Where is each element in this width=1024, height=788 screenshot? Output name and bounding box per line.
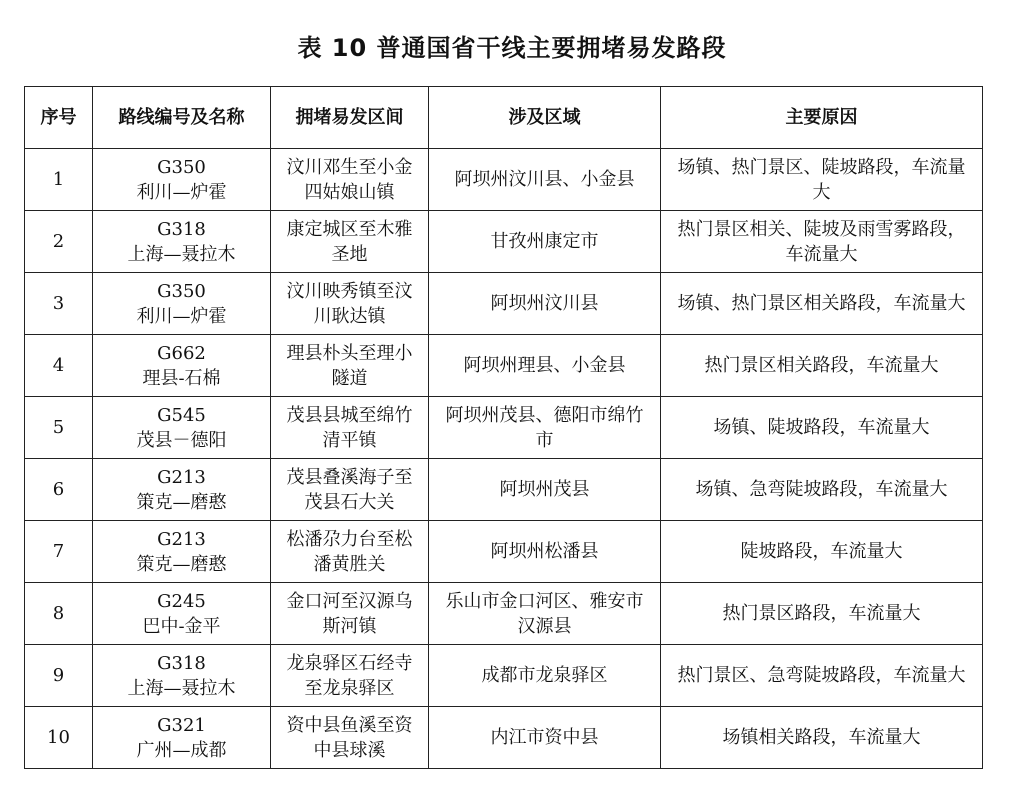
section-cell: 康定城区至木雅圣地 bbox=[271, 211, 429, 273]
reason-cell: 陡坡路段，车流量大 bbox=[661, 521, 983, 583]
reason-cell: 热门景区、急弯陡坡路段，车流量大 bbox=[661, 645, 983, 707]
route-cell bbox=[93, 149, 271, 211]
route-cell bbox=[93, 707, 271, 769]
route-name: 上海—聂拉木 bbox=[127, 243, 236, 265]
area-cell: 阿坝州茂县 bbox=[429, 459, 661, 521]
route-cell bbox=[93, 335, 271, 397]
route-cell bbox=[93, 521, 271, 583]
section-cell: 龙泉驿区石经寺至龙泉驿区 bbox=[271, 645, 429, 707]
route-cell bbox=[93, 211, 271, 273]
area-cell: 阿坝州茂县、德阳市绵竹市 bbox=[429, 397, 661, 459]
route-code: G318 bbox=[157, 652, 206, 674]
table-row bbox=[25, 335, 983, 397]
reason-cell: 热门景区路段，车流量大 bbox=[661, 583, 983, 645]
route-name: 巴中-金平 bbox=[142, 615, 221, 637]
section-cell: 理县朴头至理小隧道 bbox=[271, 335, 429, 397]
reason-cell: 热门景区相关路段，车流量大 bbox=[661, 335, 983, 397]
table-row bbox=[25, 459, 983, 521]
area-cell: 甘孜州康定市 bbox=[429, 211, 661, 273]
header-section: 拥堵易发区间 bbox=[271, 87, 429, 149]
area-cell: 阿坝州理县、小金县 bbox=[429, 335, 661, 397]
section-cell: 茂县叠溪海子至茂县石大关 bbox=[271, 459, 429, 521]
route-name: 上海—聂拉木 bbox=[127, 677, 236, 699]
route-code: G213 bbox=[157, 528, 206, 550]
congestion-table bbox=[24, 86, 983, 769]
reason-cell: 热门景区相关、陡坡及雨雪雾路段，车流量大 bbox=[661, 211, 983, 273]
route-name: 广州—成都 bbox=[136, 739, 227, 761]
route-name: 利川—炉霍 bbox=[136, 305, 227, 327]
header-no: 序号 bbox=[25, 87, 93, 149]
header-route: 路线编号及名称 bbox=[93, 87, 271, 149]
reason-cell: 场镇、热门景区相关路段，车流量大 bbox=[661, 273, 983, 335]
route-cell bbox=[93, 397, 271, 459]
row-number: 1 bbox=[25, 149, 93, 211]
table-row bbox=[25, 149, 983, 211]
route-name: 茂县－德阳 bbox=[136, 429, 227, 451]
section-cell: 松潘尕力台至松潘黄胜关 bbox=[271, 521, 429, 583]
route-code: G245 bbox=[157, 590, 206, 612]
reason-cell: 场镇、热门景区、陡坡路段，车流量大 bbox=[661, 149, 983, 211]
route-code: G318 bbox=[157, 218, 206, 240]
row-number: 5 bbox=[25, 397, 93, 459]
route-cell bbox=[93, 273, 271, 335]
table-row bbox=[25, 211, 983, 273]
table-row bbox=[25, 521, 983, 583]
route-code: G545 bbox=[157, 404, 206, 426]
table-row bbox=[25, 583, 983, 645]
route-cell bbox=[93, 459, 271, 521]
section-cell: 茂县县城至绵竹清平镇 bbox=[271, 397, 429, 459]
area-cell: 乐山市金口河区、雅安市汉源县 bbox=[429, 583, 661, 645]
row-number: 3 bbox=[25, 273, 93, 335]
row-number: 6 bbox=[25, 459, 93, 521]
table-row bbox=[25, 645, 983, 707]
route-cell bbox=[93, 583, 271, 645]
route-code: G213 bbox=[157, 466, 206, 488]
header-row bbox=[25, 87, 983, 149]
table-row bbox=[25, 273, 983, 335]
route-name: 策克—磨憨 bbox=[136, 553, 227, 575]
reason-cell: 场镇相关路段，车流量大 bbox=[661, 707, 983, 769]
area-cell: 成都市龙泉驿区 bbox=[429, 645, 661, 707]
section-cell: 汶川映秀镇至汶川耿达镇 bbox=[271, 273, 429, 335]
area-cell: 阿坝州汶川县 bbox=[429, 273, 661, 335]
section-cell: 金口河至汉源乌斯河镇 bbox=[271, 583, 429, 645]
reason-cell: 场镇、陡坡路段，车流量大 bbox=[661, 397, 983, 459]
header-area: 涉及区域 bbox=[429, 87, 661, 149]
route-code: G350 bbox=[157, 280, 206, 302]
row-number: 4 bbox=[25, 335, 93, 397]
header-reason: 主要原因 bbox=[661, 87, 983, 149]
area-cell: 阿坝州松潘县 bbox=[429, 521, 661, 583]
section-cell: 汶川邓生至小金四姑娘山镇 bbox=[271, 149, 429, 211]
route-code: G321 bbox=[157, 714, 206, 736]
row-number: 8 bbox=[25, 583, 93, 645]
table-body bbox=[25, 149, 983, 769]
row-number: 2 bbox=[25, 211, 93, 273]
table-row bbox=[25, 707, 983, 769]
row-number: 10 bbox=[25, 707, 93, 769]
row-number: 9 bbox=[25, 645, 93, 707]
route-cell bbox=[93, 645, 271, 707]
row-number: 7 bbox=[25, 521, 93, 583]
route-name: 策克—磨憨 bbox=[136, 491, 227, 513]
route-code: G350 bbox=[157, 156, 206, 178]
table-row bbox=[25, 397, 983, 459]
section-cell: 资中县鱼溪至资中县球溪 bbox=[271, 707, 429, 769]
reason-cell: 场镇、急弯陡坡路段，车流量大 bbox=[661, 459, 983, 521]
route-name: 理县-石棉 bbox=[142, 367, 221, 389]
area-cell: 阿坝州汶川县、小金县 bbox=[429, 149, 661, 211]
table-title: 表 10 普通国省干线主要拥堵易发路段 bbox=[297, 34, 727, 62]
route-name: 利川—炉霍 bbox=[136, 181, 227, 203]
route-code: G662 bbox=[157, 342, 206, 364]
area-cell: 内江市资中县 bbox=[429, 707, 661, 769]
